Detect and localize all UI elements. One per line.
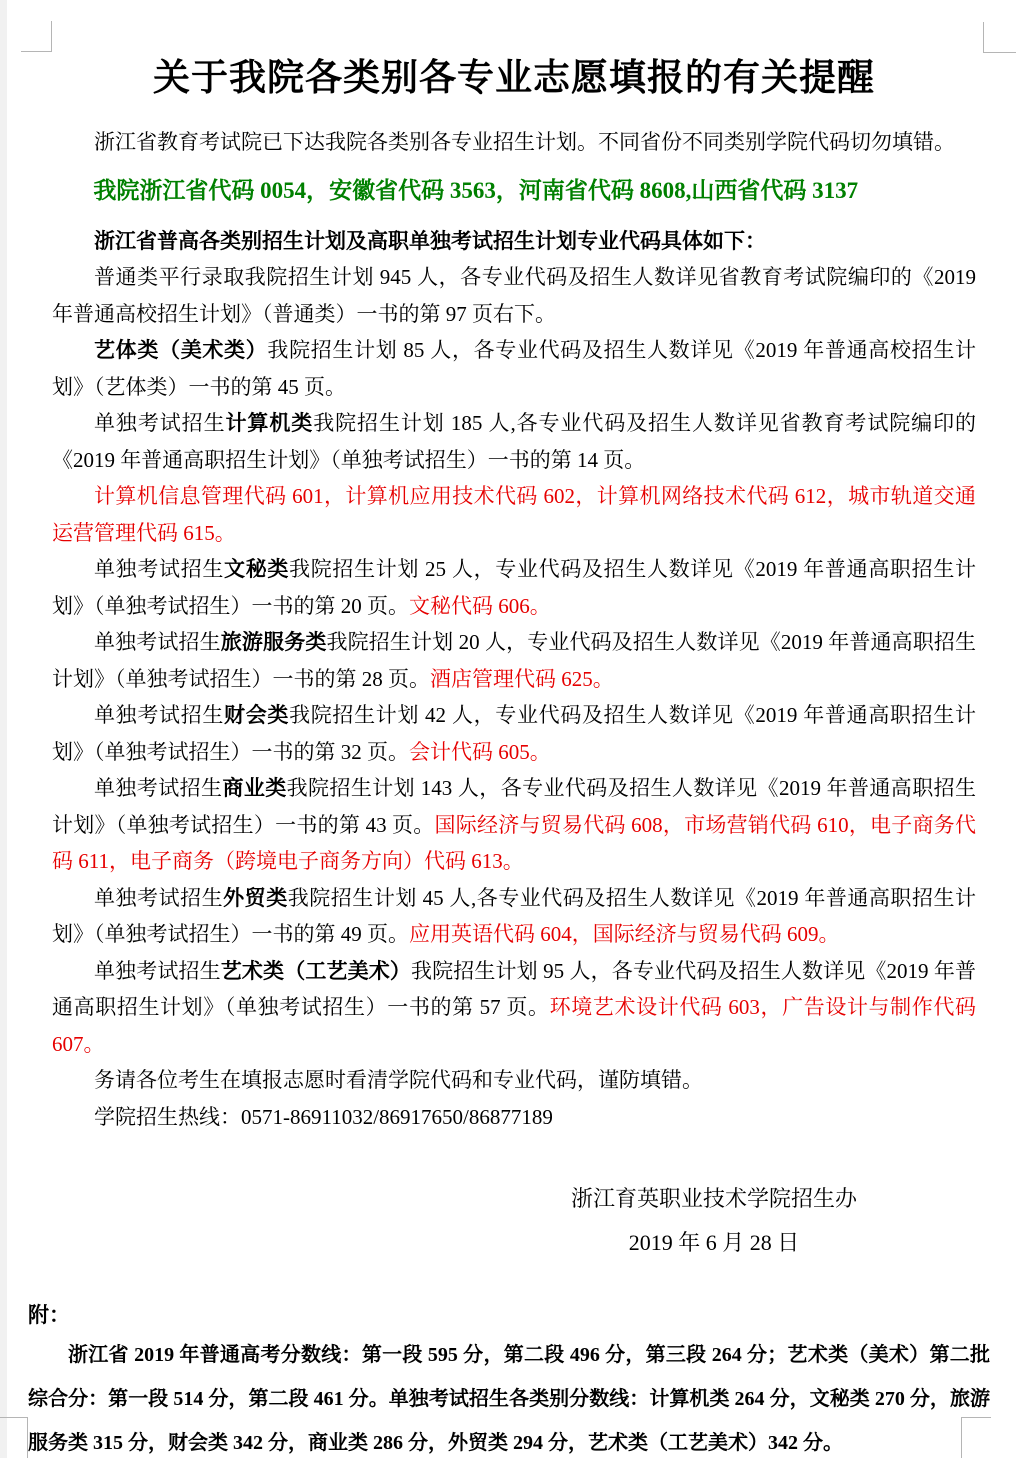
- red-text-run: 环境艺术设计代码 603，广告设计与制作代码 607。: [52, 995, 977, 1056]
- text-run: 我院招生计划 20 人，专业代码及招生人数详见《2019 年普通高职招生计划》（单独考试招生）一书的第 28 页。: [52, 630, 977, 691]
- text-run: 普通类平行录取我院招生计划 945 人，各专业代码及招生人数详见省教育考试院编印的《2019 年普通高校招生计划》（普通类）一书的第 97 页右下。: [52, 265, 976, 326]
- paragraph: [52, 172, 976, 210]
- text-run: 我院招生计划 85 人，各专业代码及招生人数详见《2019 年普通高校招生计划》（艺体类）一书的第 45 页。: [52, 338, 977, 399]
- document-content: [28, 56, 990, 1458]
- text-run: 单独考试招生: [94, 703, 225, 727]
- red-text-run: 会计代码 605。: [409, 739, 551, 764]
- page-edge: [0, 0, 7, 1458]
- crop-mark-bottom-left: [0, 1417, 28, 1458]
- bold-text-run: 艺体类（美术类）: [94, 338, 268, 362]
- paragraph: [52, 624, 976, 697]
- text-run: 我院招生计划 25 人，专业代码及招生人数详见《2019 年普通高职招生计划》（单独考试招生）一书的第 20 页。: [52, 557, 977, 618]
- bold-text-run: 文秘类: [224, 557, 290, 581]
- text-run: 单独考试招生: [94, 776, 223, 800]
- crop-mark-top-left: [21, 21, 52, 52]
- text-run: 学院招生热线：0571-86911032/86917650/86877189: [94, 1104, 553, 1129]
- text-run: 单独考试招生: [94, 885, 224, 910]
- bold-text-run: 旅游服务类: [220, 630, 327, 654]
- text-run: 单独考试招生: [94, 958, 221, 983]
- crop-mark-bottom-right: [961, 1417, 991, 1458]
- signature-block: [452, 1179, 976, 1263]
- bold-text-run: 商业类: [222, 776, 287, 800]
- paragraph: [52, 478, 976, 551]
- paragraph: [52, 332, 976, 405]
- paragraph: [52, 259, 976, 332]
- paragraph: [52, 770, 976, 880]
- paragraph: [52, 551, 976, 624]
- signature-date: 2019 年 6 月 28 日: [628, 1230, 800, 1255]
- paragraph: [52, 697, 976, 770]
- paragraph: [52, 1099, 976, 1136]
- red-text-run: 文秘代码 606。: [409, 593, 551, 618]
- text-run: 浙江省教育考试院已下达我院各类别各专业招生计划。不同省份不同类别学院代码切勿填错。: [94, 130, 955, 154]
- document-title: 关于我院各类别各专业志愿填报的有关提醒: [153, 58, 875, 99]
- crop-mark-top-right: [983, 22, 1016, 53]
- bold-text-run: 财会类: [224, 703, 290, 727]
- paragraph: [52, 880, 976, 953]
- appendix: [28, 1303, 990, 1458]
- paragraph: [52, 124, 976, 161]
- appendix-label: 附：: [28, 1303, 70, 1327]
- paragraph: [52, 223, 976, 260]
- text-run: 我院招生计划 42 人，专业代码及招生人数详见《2019 年普通高职招生计划》（单独考试招生）一书的第 32 页。: [52, 703, 977, 764]
- appendix-paragraph: 浙江省 2019 年普通高考分数线：第一段 595 分，第二段 496 分，第三段 264 分；艺术类（美术）第二批综合分：第一段 514 分，第二段 461 分。单独考试招生各类别分数线：计算机类 264 分，文秘类 270 分，旅游服务类 315 分，财会类 342 分，商业类 286 分，外贸类 294 分，艺术类（工艺美术）342 分。: [28, 1344, 990, 1454]
- text-run: 我院招生计划 95 人，各专业代码及招生人数详见《2019 年普通高职招生计划》（单独考试招生）一书的第 57 页。: [52, 958, 977, 1019]
- body-text: [52, 124, 976, 1135]
- paragraph: [52, 953, 976, 1063]
- bold-text-run: 艺术类（工艺美术）: [220, 958, 411, 983]
- text-run: 务请各位考生在填报志愿时看清学院代码和专业代码，谨防填错。: [94, 1068, 703, 1092]
- text-run: 我院招生计划 45 人,各专业代码及招生人数详见《2019 年普通高职招生计划》（单独考试招生）一书的第 49 页。: [52, 885, 977, 946]
- text-run: 单独考试招生: [94, 411, 226, 435]
- red-text-run: 酒店管理代码 625。: [430, 666, 614, 691]
- text-run: 我院招生计划 185 人,各专业代码及招生人数详见省教育考试院编印的《2019 年普通高职招生计划》（单独考试招生）一书的第 14 页。: [52, 411, 977, 472]
- text-run: 单独考试招生: [94, 630, 221, 654]
- paragraph: [52, 405, 976, 478]
- signature-org: 浙江育英职业技术学院招生办: [570, 1186, 857, 1211]
- red-text-run: 国际经济与贸易代码 608，市场营销代码 610，电子商务代码 611，电子商务（跨境电子商务方向）代码 613。: [52, 812, 977, 873]
- red-text-run: 应用英语代码 604，国际经济与贸易代码 609。: [409, 922, 840, 946]
- bold-text-run: 浙江省普高各类别招生计划及高职单独考试招生计划专业代码具体如下：: [94, 228, 766, 253]
- green-text-run: 我院浙江省代码 0054，安徽省代码 3563，河南省代码 8608,山西省代码 3137: [93, 177, 859, 203]
- paragraph: [52, 1062, 976, 1099]
- bold-text-run: 计算机类: [225, 411, 314, 435]
- text-run: 我院招生计划 143 人，各专业代码及招生人数详见《2019 年普通高职招生计划》（单独考试招生）一书的第 43 页。: [52, 776, 977, 837]
- bold-text-run: 外贸类: [223, 885, 288, 910]
- text-run: 单独考试招生: [94, 557, 225, 581]
- red-text-run: 计算机信息管理代码 601，计算机应用技术代码 602，计算机网络技术代码 612，城市轨道交通运营管理代码 615。: [52, 484, 976, 545]
